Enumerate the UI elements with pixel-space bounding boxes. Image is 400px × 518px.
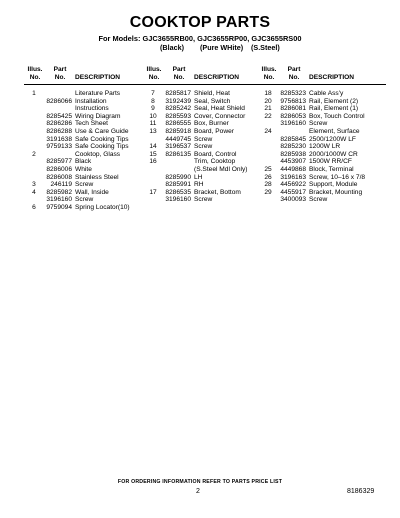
page-title: COOKTOP PARTS <box>129 14 271 31</box>
part-number: 8285845 <box>280 135 306 143</box>
part-row <box>24 98 152 106</box>
header-illus-line2: No. <box>29 74 41 81</box>
illus-number: 24 <box>264 127 272 135</box>
part-description: Cable Ass'y <box>309 90 344 97</box>
header-illus-line1: Illus. <box>27 66 43 73</box>
part-row <box>24 136 152 144</box>
part-row <box>143 128 271 136</box>
part-description: Board, Control <box>194 150 237 158</box>
header-part-line2: No. <box>54 74 66 81</box>
part-description: Block, Terminal <box>309 165 354 173</box>
part-description: Screw <box>194 135 213 143</box>
part-number: 246119 <box>50 181 72 189</box>
part-row <box>143 143 271 151</box>
part-description: Seal, Switch <box>194 97 231 105</box>
header-part <box>282 66 306 82</box>
part-description: Instructions <box>75 105 109 113</box>
column-header <box>143 64 271 85</box>
header-illus-line2: No. <box>263 74 275 81</box>
page-number: 2 <box>196 488 200 495</box>
part-number: 3191638 <box>46 135 72 143</box>
illus-number: 10 <box>149 112 157 120</box>
part-description: (S.Steel Mdl Only) <box>194 165 248 173</box>
part-description: 1500W RR/CF <box>309 158 352 166</box>
part-number: 3196537 <box>165 143 191 151</box>
part-description: 2500/1200W LF <box>309 135 356 143</box>
header-illus-line1: Illus. <box>261 66 277 73</box>
illus-number: 20 <box>264 97 272 105</box>
part-row <box>143 120 271 128</box>
part-number: 8286555 <box>165 120 191 128</box>
part-description: Box, Touch Control <box>309 112 365 120</box>
part-row <box>258 166 386 174</box>
illus-number: 29 <box>264 188 272 196</box>
part-row <box>24 105 152 113</box>
ordering-note: FOR ORDERING INFORMATION REFER TO PARTS PRICE LIST <box>117 479 283 485</box>
part-number: 8286008 <box>46 173 72 181</box>
part-number: 4449745 <box>165 135 191 143</box>
header-description: DESCRIPTION <box>194 74 240 81</box>
part-description: Shield, Heat <box>194 90 230 97</box>
illus-number: 15 <box>149 150 157 158</box>
illus-number: 17 <box>149 188 157 196</box>
part-number: 4455917 <box>280 188 306 196</box>
part-row <box>24 204 152 212</box>
part-row <box>143 136 271 144</box>
part-number: 3196160 <box>165 196 191 204</box>
header-part <box>167 66 191 82</box>
header-part-line1: Part <box>287 66 301 73</box>
part-number: 8285991 <box>165 181 191 189</box>
part-number: 8285817 <box>165 90 191 97</box>
part-description: Bracket, Bottom <box>194 188 241 196</box>
part-row <box>143 151 271 159</box>
part-number: 3192439 <box>165 97 191 105</box>
part-number: 3196160 <box>46 196 72 204</box>
illus-number: 8 <box>151 97 155 105</box>
part-description: Element, Surface <box>309 127 360 135</box>
part-row <box>24 174 152 182</box>
part-number: 8285425 <box>46 112 72 120</box>
part-number: 8286286 <box>46 120 72 128</box>
part-description: Screw <box>75 196 94 204</box>
part-row <box>143 105 271 113</box>
part-row <box>258 143 386 151</box>
part-description: LH <box>194 173 203 181</box>
part-number: 8285938 <box>280 150 306 158</box>
part-number: 4453907 <box>280 158 306 166</box>
column-header <box>24 64 152 85</box>
part-description: Wiring Diagram <box>75 112 121 120</box>
part-description: Screw <box>194 143 213 151</box>
part-description: Screw, 10–16 x 7/8 <box>309 173 366 181</box>
part-description: Literature Parts <box>75 90 121 97</box>
part-description: Trim, Cooktop <box>194 158 236 166</box>
part-number: 8286053 <box>280 112 306 120</box>
part-row <box>143 166 271 174</box>
part-row <box>143 90 271 98</box>
part-row <box>258 98 386 106</box>
part-number: 4456922 <box>280 181 306 189</box>
header-illus-line1: Illus. <box>146 66 162 73</box>
part-description: Rail, Element (1) <box>309 105 359 113</box>
part-row <box>24 181 152 189</box>
illus-number: 22 <box>264 112 272 120</box>
variant-white: (Pure WHite) <box>200 43 244 52</box>
part-description: Rail, Element (2) <box>309 97 359 105</box>
part-row <box>258 136 386 144</box>
part-row <box>24 196 152 204</box>
part-description: Safe Cooking Tips <box>75 143 129 151</box>
part-row <box>143 98 271 106</box>
part-description: Wall, Inside <box>75 188 109 196</box>
part-number: 3196163 <box>280 173 306 181</box>
models-line: For Models: GJC3655RB00, GJC3655RP00, GJC3655RS00 <box>98 34 302 43</box>
header-part-line2: No. <box>288 74 300 81</box>
illus-number: 9 <box>151 105 155 113</box>
illus-number: 28 <box>264 181 272 189</box>
part-description: Box, Burner <box>194 120 229 128</box>
part-number: 9756813 <box>280 97 306 105</box>
part-description: Safe Cooking Tips <box>75 135 129 143</box>
part-description: Board, Power <box>194 127 234 135</box>
illus-number: 18 <box>264 90 272 97</box>
header-part-line1: Part <box>53 66 67 73</box>
document-number: 8186329 <box>347 488 375 495</box>
part-row <box>143 158 271 166</box>
part-number: 8285918 <box>165 127 191 135</box>
illus-number: 1 <box>32 90 36 97</box>
illus-number: 25 <box>264 165 272 173</box>
illus-number: 13 <box>149 127 157 135</box>
header-illus <box>143 66 165 82</box>
part-description: 1200W LR <box>309 143 341 151</box>
part-number: 8285242 <box>165 105 191 113</box>
part-row <box>258 128 386 136</box>
part-number: 9759133 <box>46 143 72 151</box>
illus-number: 11 <box>149 120 157 128</box>
part-description: 2000/1000W CR <box>309 150 358 158</box>
parts-column-2 <box>143 64 271 204</box>
header-illus-line2: No. <box>148 74 160 81</box>
part-row <box>24 151 152 159</box>
part-row <box>143 174 271 182</box>
illus-number: 7 <box>151 90 155 97</box>
illus-number: 4 <box>32 188 36 196</box>
part-description: Screw <box>194 196 213 204</box>
part-description: Stainless Steel <box>75 173 119 181</box>
header-part-line2: No. <box>173 74 185 81</box>
part-description: Installation <box>75 97 107 105</box>
part-description: Use & Care Guide <box>75 127 129 135</box>
parts-column-1 <box>24 64 152 212</box>
part-description: White <box>75 165 92 173</box>
part-number: 8286535 <box>165 188 191 196</box>
part-number: 8286066 <box>46 97 72 105</box>
part-row <box>258 105 386 113</box>
part-number: 8285990 <box>165 173 191 181</box>
illus-number: 14 <box>149 143 157 151</box>
part-description: Screw <box>75 181 94 189</box>
part-description: Tech Sheet <box>75 120 108 128</box>
part-row <box>258 196 386 204</box>
part-description: Spring Locator(10) <box>75 203 130 211</box>
part-number: 3196160 <box>280 120 306 128</box>
part-number: 8285323 <box>280 90 306 97</box>
part-row <box>143 113 271 121</box>
part-description: Screw <box>309 196 328 204</box>
illus-number: 6 <box>32 203 36 211</box>
part-row <box>258 120 386 128</box>
part-row <box>24 158 152 166</box>
part-row <box>24 128 152 136</box>
part-row <box>258 90 386 98</box>
parts-column-3 <box>258 64 386 204</box>
part-row <box>258 158 386 166</box>
header-illus <box>258 66 280 82</box>
illus-number: 3 <box>32 181 36 189</box>
part-row <box>258 189 386 197</box>
header-illus <box>24 66 46 82</box>
variant-black: (Black) <box>160 43 184 52</box>
part-row <box>24 113 152 121</box>
header-description: DESCRIPTION <box>309 74 355 81</box>
part-row <box>24 90 152 98</box>
part-description: Seal, Heat Shield <box>194 105 245 113</box>
part-number: 3400093 <box>280 196 306 204</box>
part-number: 9759094 <box>46 203 72 211</box>
part-description: Cooktop, Glass <box>75 150 121 158</box>
part-description: Cover, Connector <box>194 112 246 120</box>
part-row <box>143 181 271 189</box>
illus-number: 26 <box>264 173 272 181</box>
part-row <box>258 151 386 159</box>
part-description: Screw <box>309 120 328 128</box>
part-row <box>24 189 152 197</box>
part-number: 8286135 <box>165 150 191 158</box>
part-number: 4449868 <box>280 165 306 173</box>
variant-steel: (S.Steel) <box>251 43 280 52</box>
part-description: Support, Module <box>309 181 358 189</box>
part-row <box>143 196 271 204</box>
part-description: Black <box>75 158 92 166</box>
part-number: 8286288 <box>46 127 72 135</box>
part-number: 8286081 <box>280 105 306 113</box>
header-part-line1: Part <box>172 66 186 73</box>
illus-number: 2 <box>32 150 36 158</box>
part-row <box>24 143 152 151</box>
part-row <box>258 181 386 189</box>
part-row <box>24 120 152 128</box>
part-row <box>258 113 386 121</box>
column-header <box>258 64 386 85</box>
part-row <box>24 166 152 174</box>
header-part <box>48 66 72 82</box>
part-number: 8285230 <box>280 143 306 151</box>
part-number: 8286006 <box>46 165 72 173</box>
part-description: RH <box>194 181 204 189</box>
part-row <box>143 189 271 197</box>
illus-number: 21 <box>264 105 272 113</box>
part-number: 8285977 <box>46 158 72 166</box>
illus-number: 16 <box>149 158 157 166</box>
part-number: 8285982 <box>46 188 72 196</box>
part-number: 8285593 <box>165 112 191 120</box>
part-description: Bracket, Mounting <box>309 188 363 196</box>
header-description: DESCRIPTION <box>75 74 121 81</box>
part-row <box>258 174 386 182</box>
